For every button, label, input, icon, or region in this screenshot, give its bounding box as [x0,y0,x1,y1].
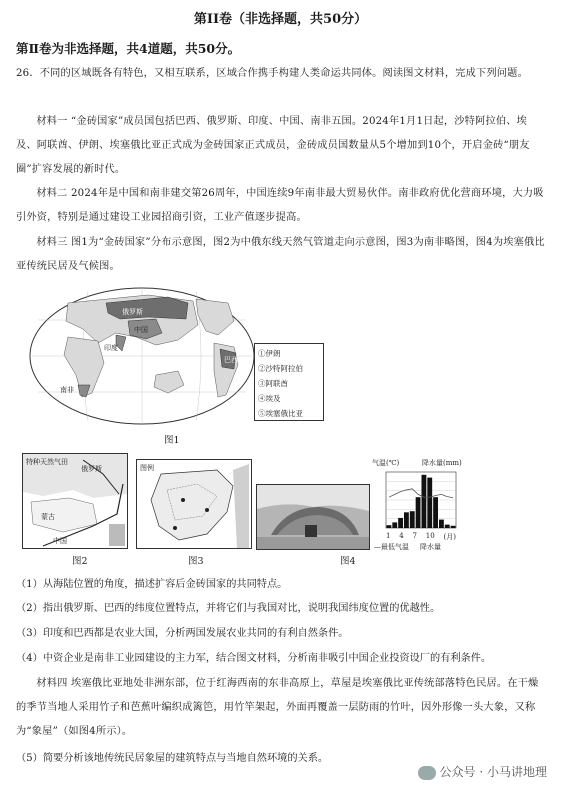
precip-bar [451,526,456,528]
figure-1-caption: 图1 [164,435,180,446]
label-china-fig2: 中国 [53,537,67,545]
month-label: 10 [425,532,435,540]
precip-bar [398,518,403,528]
pipeline-map-svg [23,454,127,548]
climate-month-axis [386,532,456,542]
legend-item: ④埃及 [258,394,281,403]
precip-bar [387,525,392,528]
watermark-text: 公众号 · 小马讲地理 [439,765,547,779]
precip-bar [439,520,444,528]
label-mongolia: 蒙古 [41,513,55,521]
month-label: (月) [443,533,456,541]
material-3: 材料三 图1为“金砖国家”分布示意图，图2为中俄东线天然气管道走向示意图，图3为南非略图，图4为埃塞俄比亚传统民居及气候图。 [16,237,545,272]
question-3: （3）印度和巴西都是农业大国，分析两国发展农业共同的有利自然条件。 [16,628,349,639]
precip-bar [433,497,438,528]
label-china: 中国 [134,326,148,334]
label-russia: 俄罗斯 [122,308,143,316]
precip-bar [410,511,415,528]
precip-bar [422,475,427,528]
legend-temp: —最低气温 [374,543,409,551]
legend-precip: 降水量 [420,543,441,551]
legend-item: ②沙特阿拉伯 [258,364,303,373]
material-4: 材料四 埃塞俄比亚地处非洲东部，位于红海西南的东非高原上，草屋是埃塞俄比亚传统部落特色民居。在干燥的季节当地人采用竹子和芭蕉叶编织成篱笆，用竹竿架起，外面再覆盖一层防雨的竹叶，因外形像一头大象，又称为“象屋”（如图4所示）。 [16,678,539,737]
precip-bar [427,478,432,528]
figure-3-caption: 图3 [188,556,204,567]
figure-3-south-africa-map [136,459,252,549]
label-gas-field: 特种天然气田 [26,458,68,466]
climate-right-axis: 降水量(mm) [422,459,462,467]
figure-2-caption: 图2 [72,556,88,567]
figure-4-house-photo [256,484,370,550]
month-label: 7 [412,532,417,540]
section-title: 第II卷（非选择题，共50分） [193,12,368,27]
climate-chart-svg [372,468,464,532]
month-label: 4 [399,532,404,540]
legend-item: ⑤埃塞俄比亚 [258,409,303,418]
precip-bar [445,525,450,528]
figure-2-pipeline-map [22,453,128,549]
figure-4-caption: 图4 [340,556,356,567]
precip-bar [416,497,421,528]
figure-4-climate-chart [372,458,464,550]
month-label: 1 [386,532,391,540]
section-note: 第Ⅱ卷为非选择题，共4道题，共50分。 [16,41,241,56]
label-south-africa: 南非 [60,386,74,394]
precip-bar [392,522,397,528]
question-5: （5）简要分析该地传统民居象屋的建筑特点与当地自然环境的关系。 [16,753,329,764]
legend-item: ①伊朗 [258,349,281,358]
question-2: （2）指出俄罗斯、巴西的纬度位置特点，并将它们与我国对比，说明我国纬度位置的优越性。 [16,603,441,614]
watermark [418,763,547,780]
legend-item: ③阿联酋 [258,379,288,388]
question-1: （1）从海陆位置的角度，描述扩容后金砖国家的共同特点。 [16,579,288,590]
material-2: 材料二 2024年是中国和南非建交第26周年，中国连续9年南非最大贸易伙伴。南非政府优化营商环境，大力吸引外资，特别是通过建设工业园招商引资，工业产值逐步提高。 [16,188,544,223]
figure-1-legend [254,343,324,421]
question-4: （4）中资企业是南非工业园建设的主力军，结合图文材料，分析南非吸引中国企业投资设厂的有利条件。 [16,653,492,664]
wechat-icon [418,766,436,780]
material-1: 材料一 “金砖国家”成员国包括巴西、俄罗斯、印度、中国、南非五国。2024年1月1日起，沙特阿拉伯、埃及、阿联酋、伊朗、埃塞俄比亚正式成为金砖国家正式成员，金砖成员国数量从5个增加到10个，开启金砖“朋友圈”扩容发展的新时代。 [16,116,530,175]
climate-left-axis: 气温(℃) [372,459,400,467]
temperature-line [389,489,453,498]
question-intro: 26．不同的区域既各有特色，又相互联系，区域合作携手构建人类命运共同体。阅读图文材料，完成下列问题。 [16,68,528,79]
label-india: 印度 [104,344,118,352]
figure-1-world-map [28,285,256,427]
south-africa-map-svg [137,460,251,548]
label-russia-fig2: 俄罗斯 [81,465,102,473]
label-brazil: 巴西 [224,356,238,364]
precip-bar [404,512,409,528]
label-fig3-legend: 图例 [140,464,154,472]
elephant-house-photo [257,485,369,549]
